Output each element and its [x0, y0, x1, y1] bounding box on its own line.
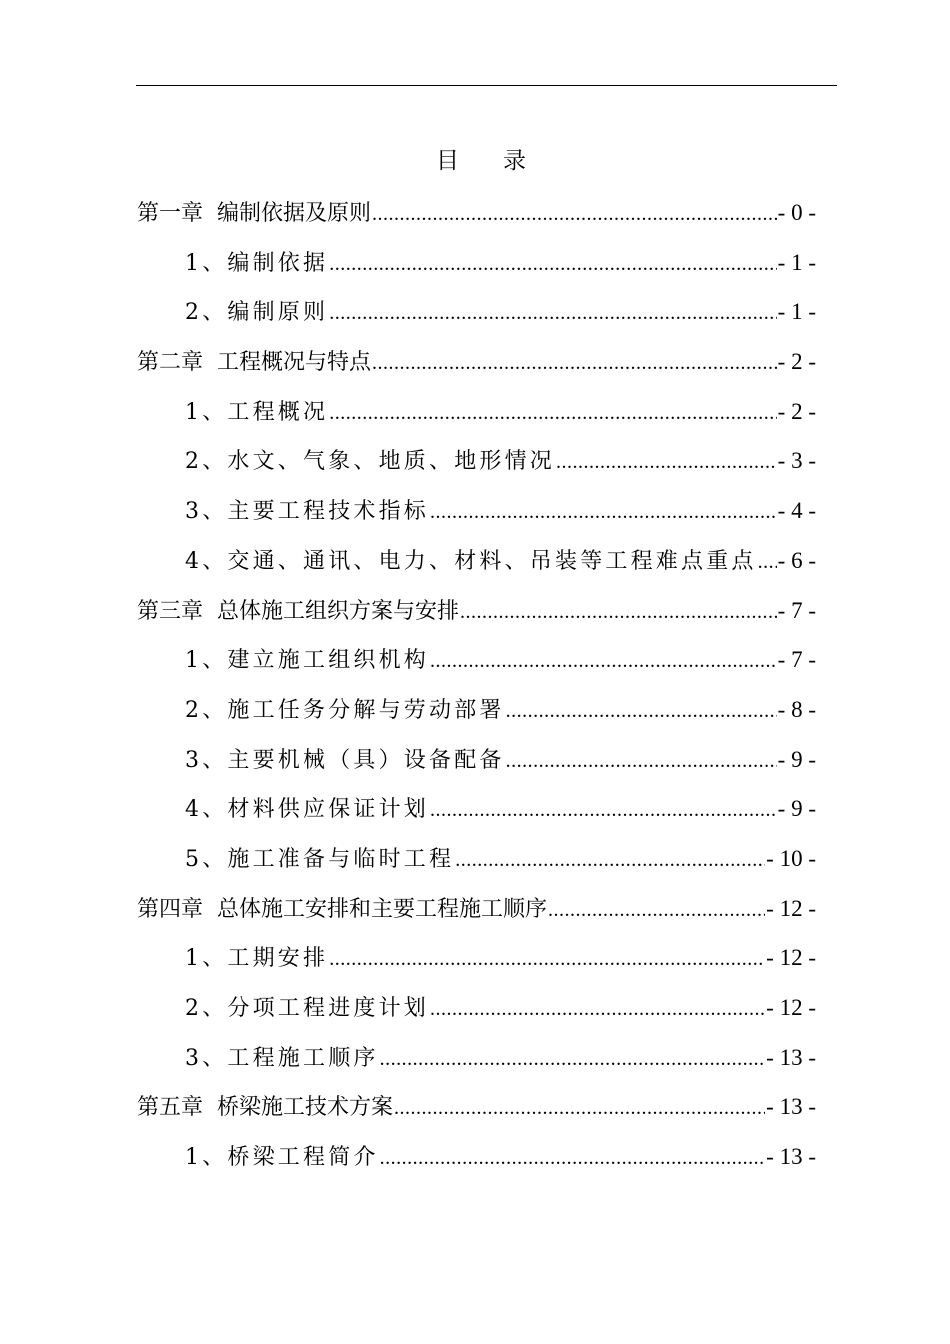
toc-dot-leader [460, 588, 777, 638]
toc-dot-leader [372, 190, 777, 240]
toc-entry-number: 2、 [185, 996, 228, 1021]
toc-entry-title: 总体施工组织方案与安排 [217, 598, 460, 624]
toc-entry-label [137, 338, 371, 388]
toc-page-number: - 9 - [777, 746, 816, 772]
toc-page-number: - 12 - [766, 945, 816, 971]
toc-entry-label [185, 984, 429, 1034]
toc-page-number: - 2 - [777, 349, 816, 375]
toc-page-number: - 13 - [766, 1044, 816, 1070]
toc-page-number: - 12 - [766, 895, 816, 921]
toc-entry-title: 水文、气象、地质、地形情况 [227, 449, 556, 475]
toc-entry-title: 总体施工安排和主要工程施工顺序 [217, 896, 548, 922]
toc-dot-leader [758, 538, 777, 588]
toc-title-char-1: 目 [436, 148, 461, 174]
toc-entry-label [185, 636, 429, 686]
toc-entry-label [137, 189, 371, 239]
toc-dot-leader [430, 985, 765, 1035]
toc-entry-number: 2、 [185, 300, 228, 326]
toc-chapter-entry[interactable] [137, 884, 816, 934]
toc-entry-number: 5、 [185, 846, 228, 872]
toc-entry-label [185, 1034, 379, 1084]
toc-page-number: - 1 - [777, 249, 816, 275]
toc-entry-label [185, 537, 757, 587]
toc-entry-title: 编制依据 [227, 250, 329, 276]
toc-section-entry[interactable] [137, 933, 816, 983]
toc-entry-label [185, 835, 454, 885]
toc-chapter-entry[interactable] [137, 586, 816, 636]
toc-entry-title: 施工准备与临时工程 [227, 846, 455, 872]
toc-dot-leader [394, 1084, 765, 1134]
toc-page-number: - 3 - [777, 448, 816, 474]
toc-entry-label [185, 686, 505, 736]
toc-section-entry[interactable] [137, 287, 816, 337]
toc-section-entry[interactable] [137, 635, 816, 685]
toc-entry-title: 工程施工顺序 [227, 1045, 379, 1071]
toc-dot-leader [455, 836, 765, 886]
toc-entry-number: 4、 [185, 548, 228, 574]
toc-entry-label [137, 885, 547, 935]
toc-entry-number: 第三章 [137, 598, 204, 624]
toc-entry-label [185, 1133, 379, 1183]
toc-dot-leader [329, 935, 765, 985]
toc-page-number: - 1 - [777, 299, 816, 325]
toc-dot-leader [430, 488, 777, 538]
toc-entry-title: 编制依据及原则 [217, 201, 372, 226]
toc-entry-number: 1、 [185, 399, 228, 425]
toc-page-number: - 7 - [777, 647, 816, 673]
toc-section-entry[interactable] [137, 784, 816, 834]
toc-dot-leader [430, 786, 777, 836]
toc-section-entry[interactable] [137, 436, 816, 486]
toc-page-number: - 9 - [777, 796, 816, 822]
toc-entry-title: 工程概况 [227, 399, 329, 425]
toc-section-entry[interactable] [137, 983, 816, 1033]
toc-page-number: - 10 - [766, 845, 816, 871]
toc-page-number: - 12 - [766, 995, 816, 1020]
toc-entry-label [137, 1083, 393, 1133]
toc-entry-title: 桥梁工程简介 [227, 1145, 379, 1171]
toc-entry-label [185, 487, 429, 537]
toc-dot-leader [372, 339, 777, 389]
toc-section-entry[interactable] [137, 1033, 816, 1083]
toc-entry-number: 1、 [185, 946, 228, 972]
toc-title [0, 146, 950, 176]
toc-page-number: - 8 - [777, 696, 816, 722]
toc-page-number: - 4 - [777, 498, 816, 524]
toc-entry-label [137, 587, 459, 637]
toc-entry-title: 分项工程进度计划 [227, 996, 430, 1021]
toc-entry-label [185, 736, 505, 786]
toc-dot-leader [329, 289, 776, 339]
toc-entry-label [185, 934, 328, 984]
toc-dot-leader [506, 687, 777, 737]
toc-chapter-entry[interactable] [137, 188, 816, 238]
toc-entry-title: 工期安排 [227, 946, 329, 972]
toc-section-entry[interactable] [137, 834, 816, 884]
header-rule [136, 85, 837, 86]
toc-entry-title: 工程概况与特点 [217, 350, 372, 376]
toc-entry-label [185, 288, 328, 338]
toc-page-number: - 13 - [766, 1144, 816, 1170]
toc-page-number: - 0 - [777, 200, 816, 225]
toc-entry-number: 第五章 [137, 1095, 204, 1121]
toc-entry-number: 1、 [185, 648, 228, 674]
toc-section-entry[interactable] [137, 238, 816, 288]
toc-entry-title: 主要机械（具）设备配备 [227, 747, 505, 773]
toc-dot-leader [556, 438, 777, 488]
toc-dot-leader [430, 637, 777, 687]
toc-entry-number: 4、 [185, 797, 228, 823]
toc-dot-leader [548, 886, 765, 936]
toc-entry-number: 2、 [185, 449, 228, 475]
toc-section-entry[interactable] [137, 685, 816, 735]
toc-entry-label [185, 239, 328, 289]
toc-list [137, 188, 816, 1182]
toc-section-entry[interactable] [137, 536, 816, 586]
toc-page-number: - 2 - [777, 398, 816, 424]
toc-page-number: - 13 - [766, 1094, 816, 1120]
toc-dot-leader [329, 389, 776, 439]
toc-entry-title: 主要工程技术指标 [227, 499, 430, 525]
toc-entry-number: 3、 [185, 747, 228, 773]
toc-entry-number: 3、 [185, 1045, 228, 1071]
toc-entry-number: 1、 [185, 1145, 228, 1171]
toc-chapter-entry[interactable] [137, 1082, 816, 1132]
toc-entry-title: 编制原则 [227, 300, 329, 326]
toc-entry-title: 桥梁施工技术方案 [217, 1095, 394, 1121]
toc-page-number: - 7 - [777, 597, 816, 623]
toc-entry-number: 2、 [185, 697, 228, 723]
toc-section-entry[interactable] [137, 735, 816, 785]
toc-dot-leader [329, 240, 776, 290]
toc-section-entry[interactable] [137, 387, 816, 437]
toc-entry-title: 施工任务分解与劳动部署 [227, 697, 505, 723]
toc-entry-title: 建立施工组织机构 [227, 648, 430, 674]
toc-section-entry[interactable] [137, 1132, 816, 1182]
toc-entry-label [185, 388, 328, 438]
toc-entry-number: 1、 [185, 250, 228, 276]
toc-dot-leader [380, 1035, 766, 1085]
toc-dot-leader [380, 1134, 766, 1184]
toc-section-entry[interactable] [137, 486, 816, 536]
toc-entry-title: 材料供应保证计划 [227, 797, 430, 823]
toc-entry-number: 第一章 [137, 201, 204, 226]
toc-entry-label [185, 785, 429, 835]
toc-entry-label [185, 437, 555, 487]
toc-page-number: - 6 - [777, 547, 816, 573]
toc-entry-number: 3、 [185, 499, 228, 525]
toc-entry-title: 交通、通讯、电力、材料、吊装等工程难点重点 [227, 548, 757, 574]
toc-dot-leader [506, 737, 777, 787]
toc-chapter-entry[interactable] [137, 337, 816, 387]
toc-entry-number: 第二章 [137, 350, 204, 376]
toc-entry-number: 第四章 [137, 896, 204, 922]
toc-title-char-2: 录 [503, 148, 528, 174]
